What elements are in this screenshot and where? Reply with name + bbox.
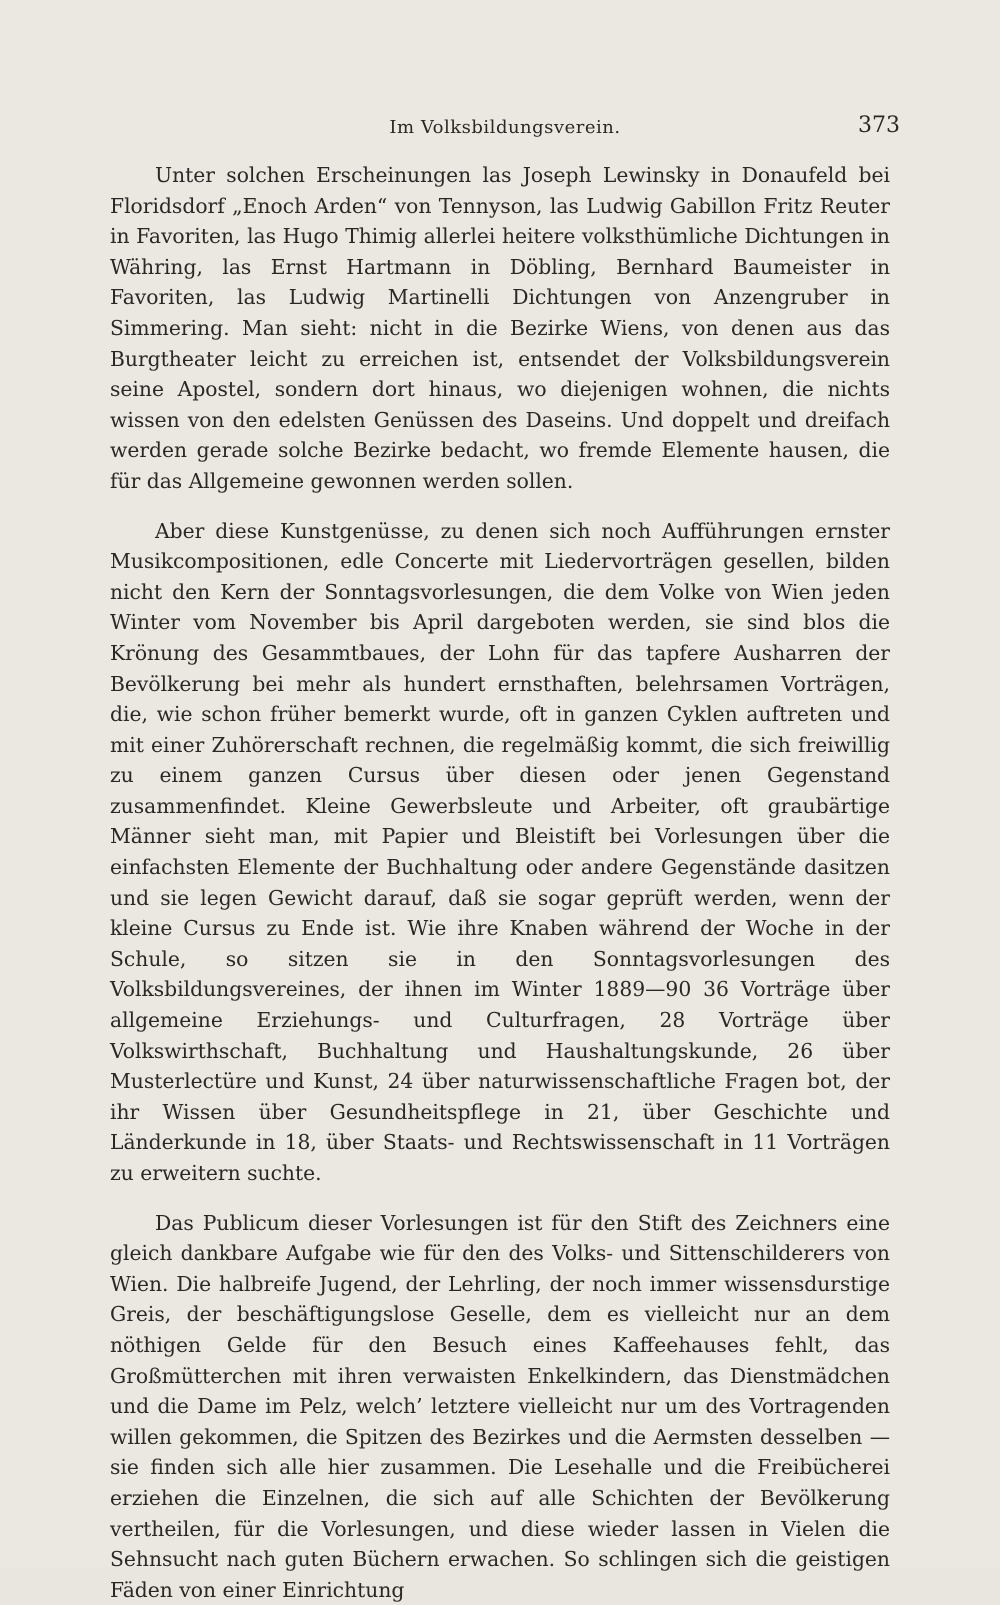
paragraph: Das Publicum dieser Vorlesungen ist für den Stift des Zeichners eine gleich dankbare Aufgabe wie für den des Volks- und Sittenschilderers von Wien. Die halbreife Jugend, der Lehrling, der noch immer wissensdurstige Greis, der beschäftigungslose Geselle, dem es vielleicht nur an dem nöthigen Gelde für den Besuch eines Kaffeehauses fehlt, das Großmütterchen mit ihren verwaisten Enkelkindern, das Dienstmädchen und die Dame im Pelz, welch’ letztere vielleicht nur um des Vortragenden willen gekommen, die Spitzen des Bezirkes und die Aermsten desselben — sie finden sich alle hier zusammen. Die Lesehalle und die Freibücherei erziehen die Einzelnen, die sich auf alle Schichten der Bevölkerung vertheilen, für die Vorlesungen, und diese wieder lassen in Vielen die Sehnsucht nach guten Büchern erwachen. So schlingen sich die geistigen Fäden von einer Einrichtung	[110, 1210, 890, 1602]
body-text	[110, 160, 890, 1605]
page-number: 373	[858, 113, 900, 138]
running-title: Im Volksbildungsverein.	[389, 117, 621, 138]
paragraph: Aber diese Kunstgenüsse, zu denen sich noch Aufführungen ernster Musikcompositionen, edle Concerte mit Liedervorträgen gesellen, bilden nicht den Kern der Sonntagsvorlesungen, die dem Volke von Wien jeden Winter vom November bis April dargeboten werden, sie sind blos die Krönung des Gesammtbaues, der Lohn für das tapfere Ausharren der Bevölkerung bei mehr als hundert ernsthaften, belehrsamen Vorträgen, die, wie schon früher bemerkt wurde, oft in ganzen Cyklen auftreten und mit einer Zuhörerschaft rechnen, die regelmäßig kommt, die sich freiwillig zu einem ganzen Cursus über diesen oder jenen Gegenstand zusammenfindet. Kleine Gewerbsleute und Arbeiter, oft graubärtige Männer sieht man, mit Papier und Bleistift bei Vorlesungen über die einfachsten Elemente der Buchhaltung oder andere Gegenstände dasitzen und sie legen Gewicht darauf, daß sie sogar geprüft werden, wenn der kleine Cursus zu Ende ist. Wie ihre Knaben während der Woche in der Schule, so sitzen sie in den Sonntagsvorlesungen des Volksbildungsvereines, der ihnen im Winter 1889—90 36 Vorträge über allgemeine Erziehungs- und Culturfragen, 28 Vorträge über Volkswirthschaft, Buchhaltung und Haushaltungskunde, 26 über Musterlectüre und Kunst, 24 über naturwissenschaftliche Fragen bot, der ihr Wissen über Gesundheitspflege in 21, über Geschichte und Länderkunde in 18, über Staats- und Rechtswissenschaft in 11 Vorträgen zu erweitern suchte.	[110, 518, 890, 1185]
page-header	[110, 113, 900, 147]
paragraph: Unter solchen Erscheinungen las Joseph Lewinsky in Donaufeld bei Floridsdorf „Enoch Arden“ von Tennyson, las Ludwig Gabillon Fritz Reuter in Favoriten, las Hugo Thimig allerlei heitere volksthümliche Dichtungen in Währing, las Ernst Hartmann in Döbling, Bernhard Baumeister in Favoriten, las Ludwig Martinelli Dichtungen von Anzengruber in Simmering. Man sieht: nicht in die Bezirke Wiens, von denen aus das Burgtheater leicht zu erreichen ist, entsendet der Volksbildungsverein seine Apostel, sondern dort hinaus, wo diejenigen wohnen, die nichts wissen von den edelsten Genüssen des Daseins. Und doppelt und dreifach werden gerade solche Bezirke bedacht, wo fremde Elemente hausen, die für das Allgemeine gewonnen werden sollen.	[110, 163, 890, 493]
